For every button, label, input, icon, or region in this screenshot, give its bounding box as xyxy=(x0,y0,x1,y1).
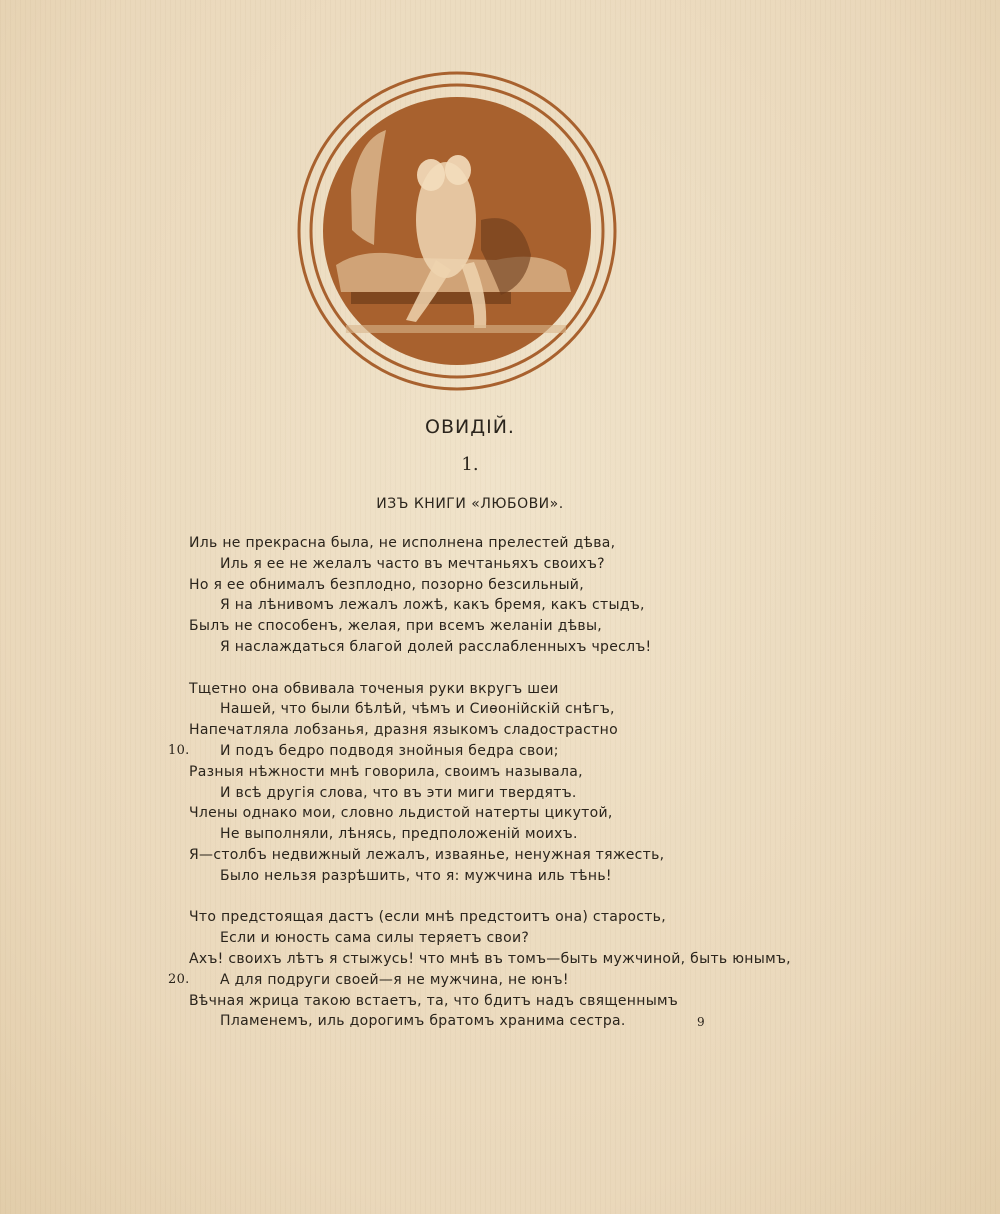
verse-text: Разныя нѣжности мнѣ говорила, своимъ называла, xyxy=(189,763,583,780)
verse-text: Если и юность сама силы теряетъ свои? xyxy=(220,930,530,947)
verse-text: Былъ не способенъ, желая, при всемъ желаніи дѣвы, xyxy=(189,618,603,635)
verse-text: Я наслаждаться благой долей расслабленныхъ чреслъ! xyxy=(220,638,652,655)
poem-body xyxy=(0,533,1000,1032)
verse-line xyxy=(0,803,1000,824)
verse-line xyxy=(0,845,1000,866)
verse-line xyxy=(0,907,1000,928)
verse-line xyxy=(0,699,1000,720)
poem-number: 1. xyxy=(461,454,479,475)
verse-text: Тщетно она обвивала точеныя руки вкругъ шеи xyxy=(189,680,559,697)
verse-line xyxy=(0,741,1000,762)
verse-line xyxy=(0,949,1000,970)
verse-line xyxy=(0,533,1000,554)
verse-text: Напечатляла лобзанья, дразня языкомъ сладострастно xyxy=(189,722,618,739)
verse-text: И подъ бедро подводя знойныя бедра свои; xyxy=(220,742,559,759)
verse-line xyxy=(0,824,1000,845)
verse-text: И всѣ другія слова, что въ эти миги твердятъ. xyxy=(220,784,577,801)
verse-text: Я—столбъ недвижный лежалъ, изваянье, ненужная тяжесть, xyxy=(189,846,665,863)
verse-line xyxy=(0,1011,1000,1032)
verse-line xyxy=(0,866,1000,887)
author-heading: ОВИДІЙ. xyxy=(425,416,515,438)
verse-line xyxy=(0,679,1000,700)
verse-line xyxy=(0,783,1000,804)
verse-text: Иль я ее не желалъ часто въ мечтаньяхъ своихъ? xyxy=(220,555,605,572)
page-number: 9 xyxy=(697,1015,705,1029)
line-number: 20. xyxy=(168,971,190,987)
verse-text: Я на лѣнивомъ лежалъ ложѣ, какъ бремя, какъ стыдъ, xyxy=(220,597,645,614)
verse-text: Что предстоящая дастъ (если мнѣ предстоитъ она) старость, xyxy=(189,909,666,926)
verse-text: Члены однако мои, словно льдистой натерты цикутой, xyxy=(189,805,613,822)
stanza-break xyxy=(0,887,1000,908)
line-number: 10. xyxy=(168,742,190,758)
verse-text: Было нельзя разрѣшить, что я: мужчина иль тѣнь! xyxy=(220,867,612,884)
engraved-medallion-illustration xyxy=(296,70,618,392)
verse-line xyxy=(0,575,1000,596)
verse-line xyxy=(0,720,1000,741)
verse-text: Но я ее обнималъ безплодно, позорно безсильный, xyxy=(189,576,584,593)
verse-text: Нашей, что были бѣлѣй, чѣмъ и Сиѳонійскій снѣгъ, xyxy=(220,701,615,718)
verse-line xyxy=(0,616,1000,637)
verse-line xyxy=(0,554,1000,575)
verse-line xyxy=(0,595,1000,616)
verse-text: Ахъ! своихъ лѣтъ я стыжусь! что мнѣ въ томъ—быть мужчиной, быть юнымъ, xyxy=(189,950,791,967)
stanza-break xyxy=(0,658,1000,679)
verse-text: А для подруги своей—я не мужчина, не юнъ! xyxy=(220,971,569,988)
verse-line xyxy=(0,970,1000,991)
source-title: ИЗЪ КНИГИ «ЛЮБОВИ». xyxy=(376,496,564,512)
verse-text: Иль не прекрасна была, не исполнена прелестей дѣва, xyxy=(189,535,616,551)
verse-line xyxy=(0,928,1000,949)
verse-line xyxy=(0,762,1000,783)
verse-text: Не выполняли, лѣнясь, предположеній моихъ. xyxy=(220,826,578,843)
verse-line xyxy=(0,637,1000,658)
verse-line xyxy=(0,991,1000,1012)
verse-text: Пламенемъ, иль дорогимъ братомъ хранима сестра. xyxy=(220,1013,626,1030)
verse-text: Вѣчная жрица такою встаетъ, та, что бдитъ надъ священнымъ xyxy=(189,992,679,1009)
